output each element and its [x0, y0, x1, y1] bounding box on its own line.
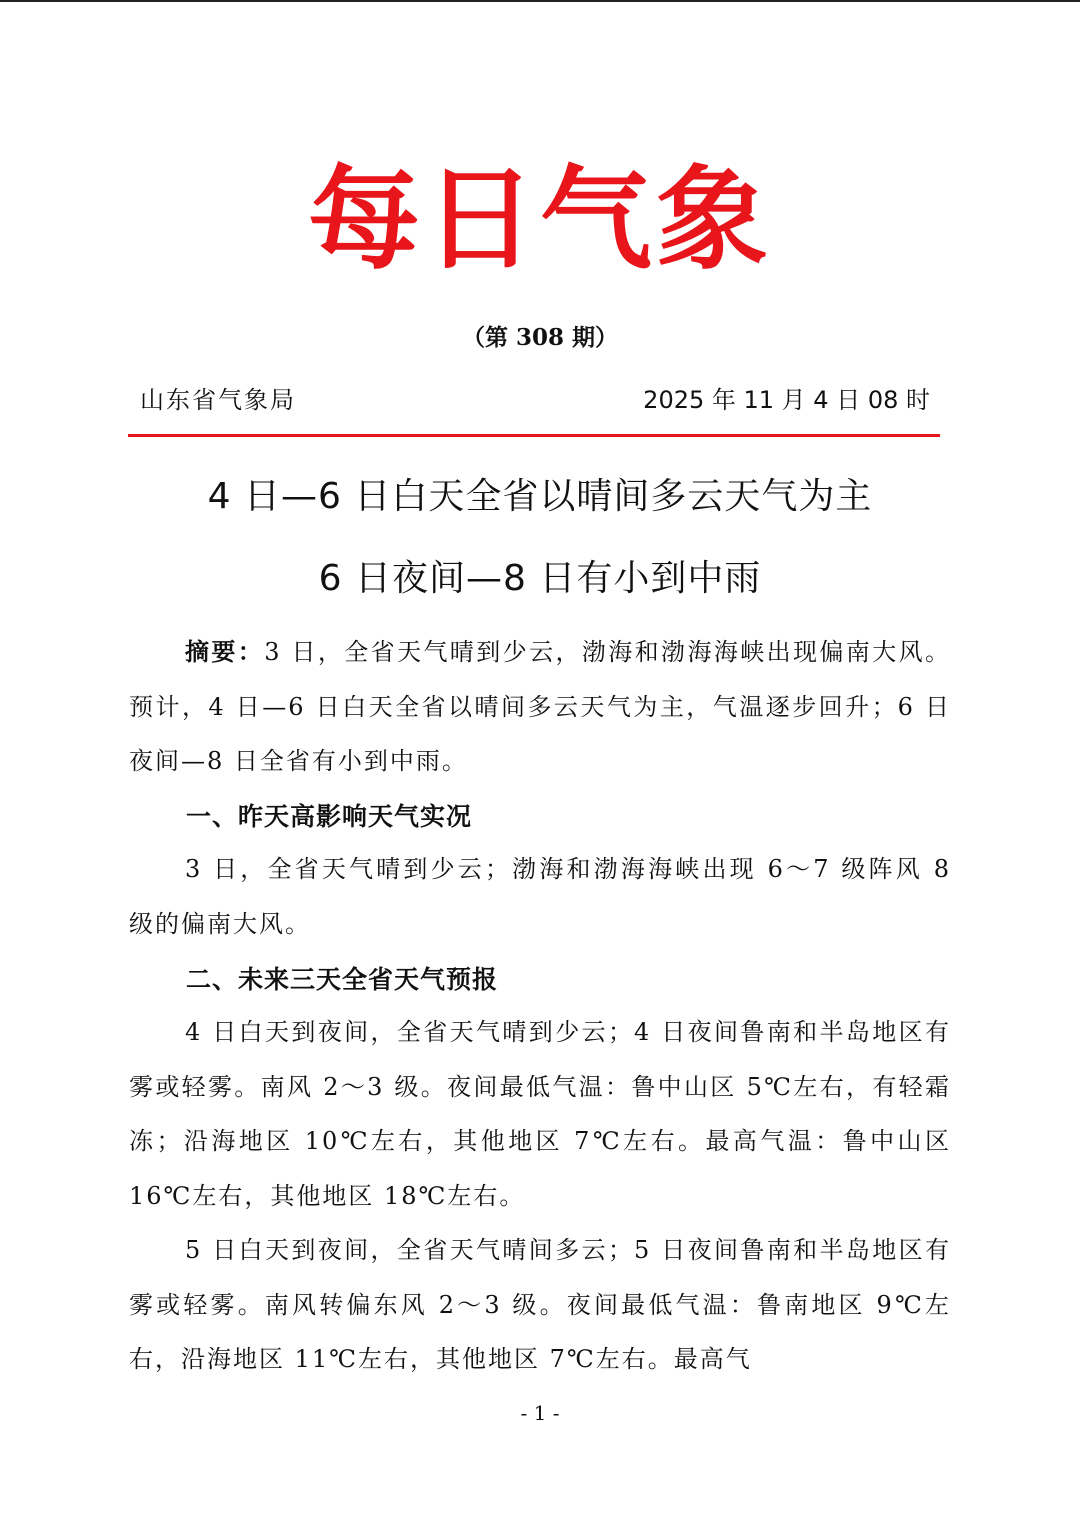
red-divider-rule — [128, 434, 940, 437]
issue-date: 2025 年 11 月 4 日 08 时 — [643, 386, 930, 414]
headline-line-2: 6 日夜间—8 日有小到中雨 — [318, 558, 762, 599]
section-heading-forecast: 二、未来三天全省天气预报 — [186, 965, 499, 994]
page-top-border — [0, 0, 1080, 2]
summary-text: 3 日，全省天气晴到少云，渤海和渤海海峡出现偏南大风。预计，4 日—6 日白天全省以晴间多云天气为主，气温逐步回升；6 日夜间—8 日全省有小到中雨。 — [129, 638, 952, 775]
forecast-paragraph-day4: 4 日白天到夜间，全省天气晴到少云；4 日夜间鲁南和半岛地区有雾或轻雾。南风 2～3 级。夜间最低气温：鲁中山区 5℃左右，有轻霜冻；沿海地区 10℃左右，其他地区 7℃左右。最高气温：鲁中山区 16℃左右，其他地区 18℃左右。 — [129, 1018, 951, 1210]
summary-label: 摘要： — [185, 638, 265, 666]
masthead-title: 每日气象 — [308, 154, 772, 285]
headline-line-1: 4 日—6 日白天全省以晴间多云天气为主 — [207, 476, 873, 517]
issue-number: （第 308 期） — [461, 324, 619, 351]
observations-paragraph: 3 日，全省天气晴到少云；渤海和渤海海峡出现 6～7 级阵风 8 级的偏南大风。 — [129, 855, 951, 938]
section-heading-observations: 一、昨天高影响天气实况 — [186, 802, 473, 831]
forecast-paragraph-day5: 5 日白天到夜间，全省天气晴间多云；5 日夜间鲁南和半岛地区有雾或轻雾。南风转偏东风 2～3 级。夜间最低气温：鲁南地区 9℃左右，沿海地区 11℃左右，其他地区 7℃左右。最高气 — [129, 1236, 951, 1373]
issuer-name: 山东省气象局 — [140, 386, 296, 414]
page-number: - 1 - — [520, 1401, 560, 1425]
summary-paragraph — [129, 625, 951, 789]
